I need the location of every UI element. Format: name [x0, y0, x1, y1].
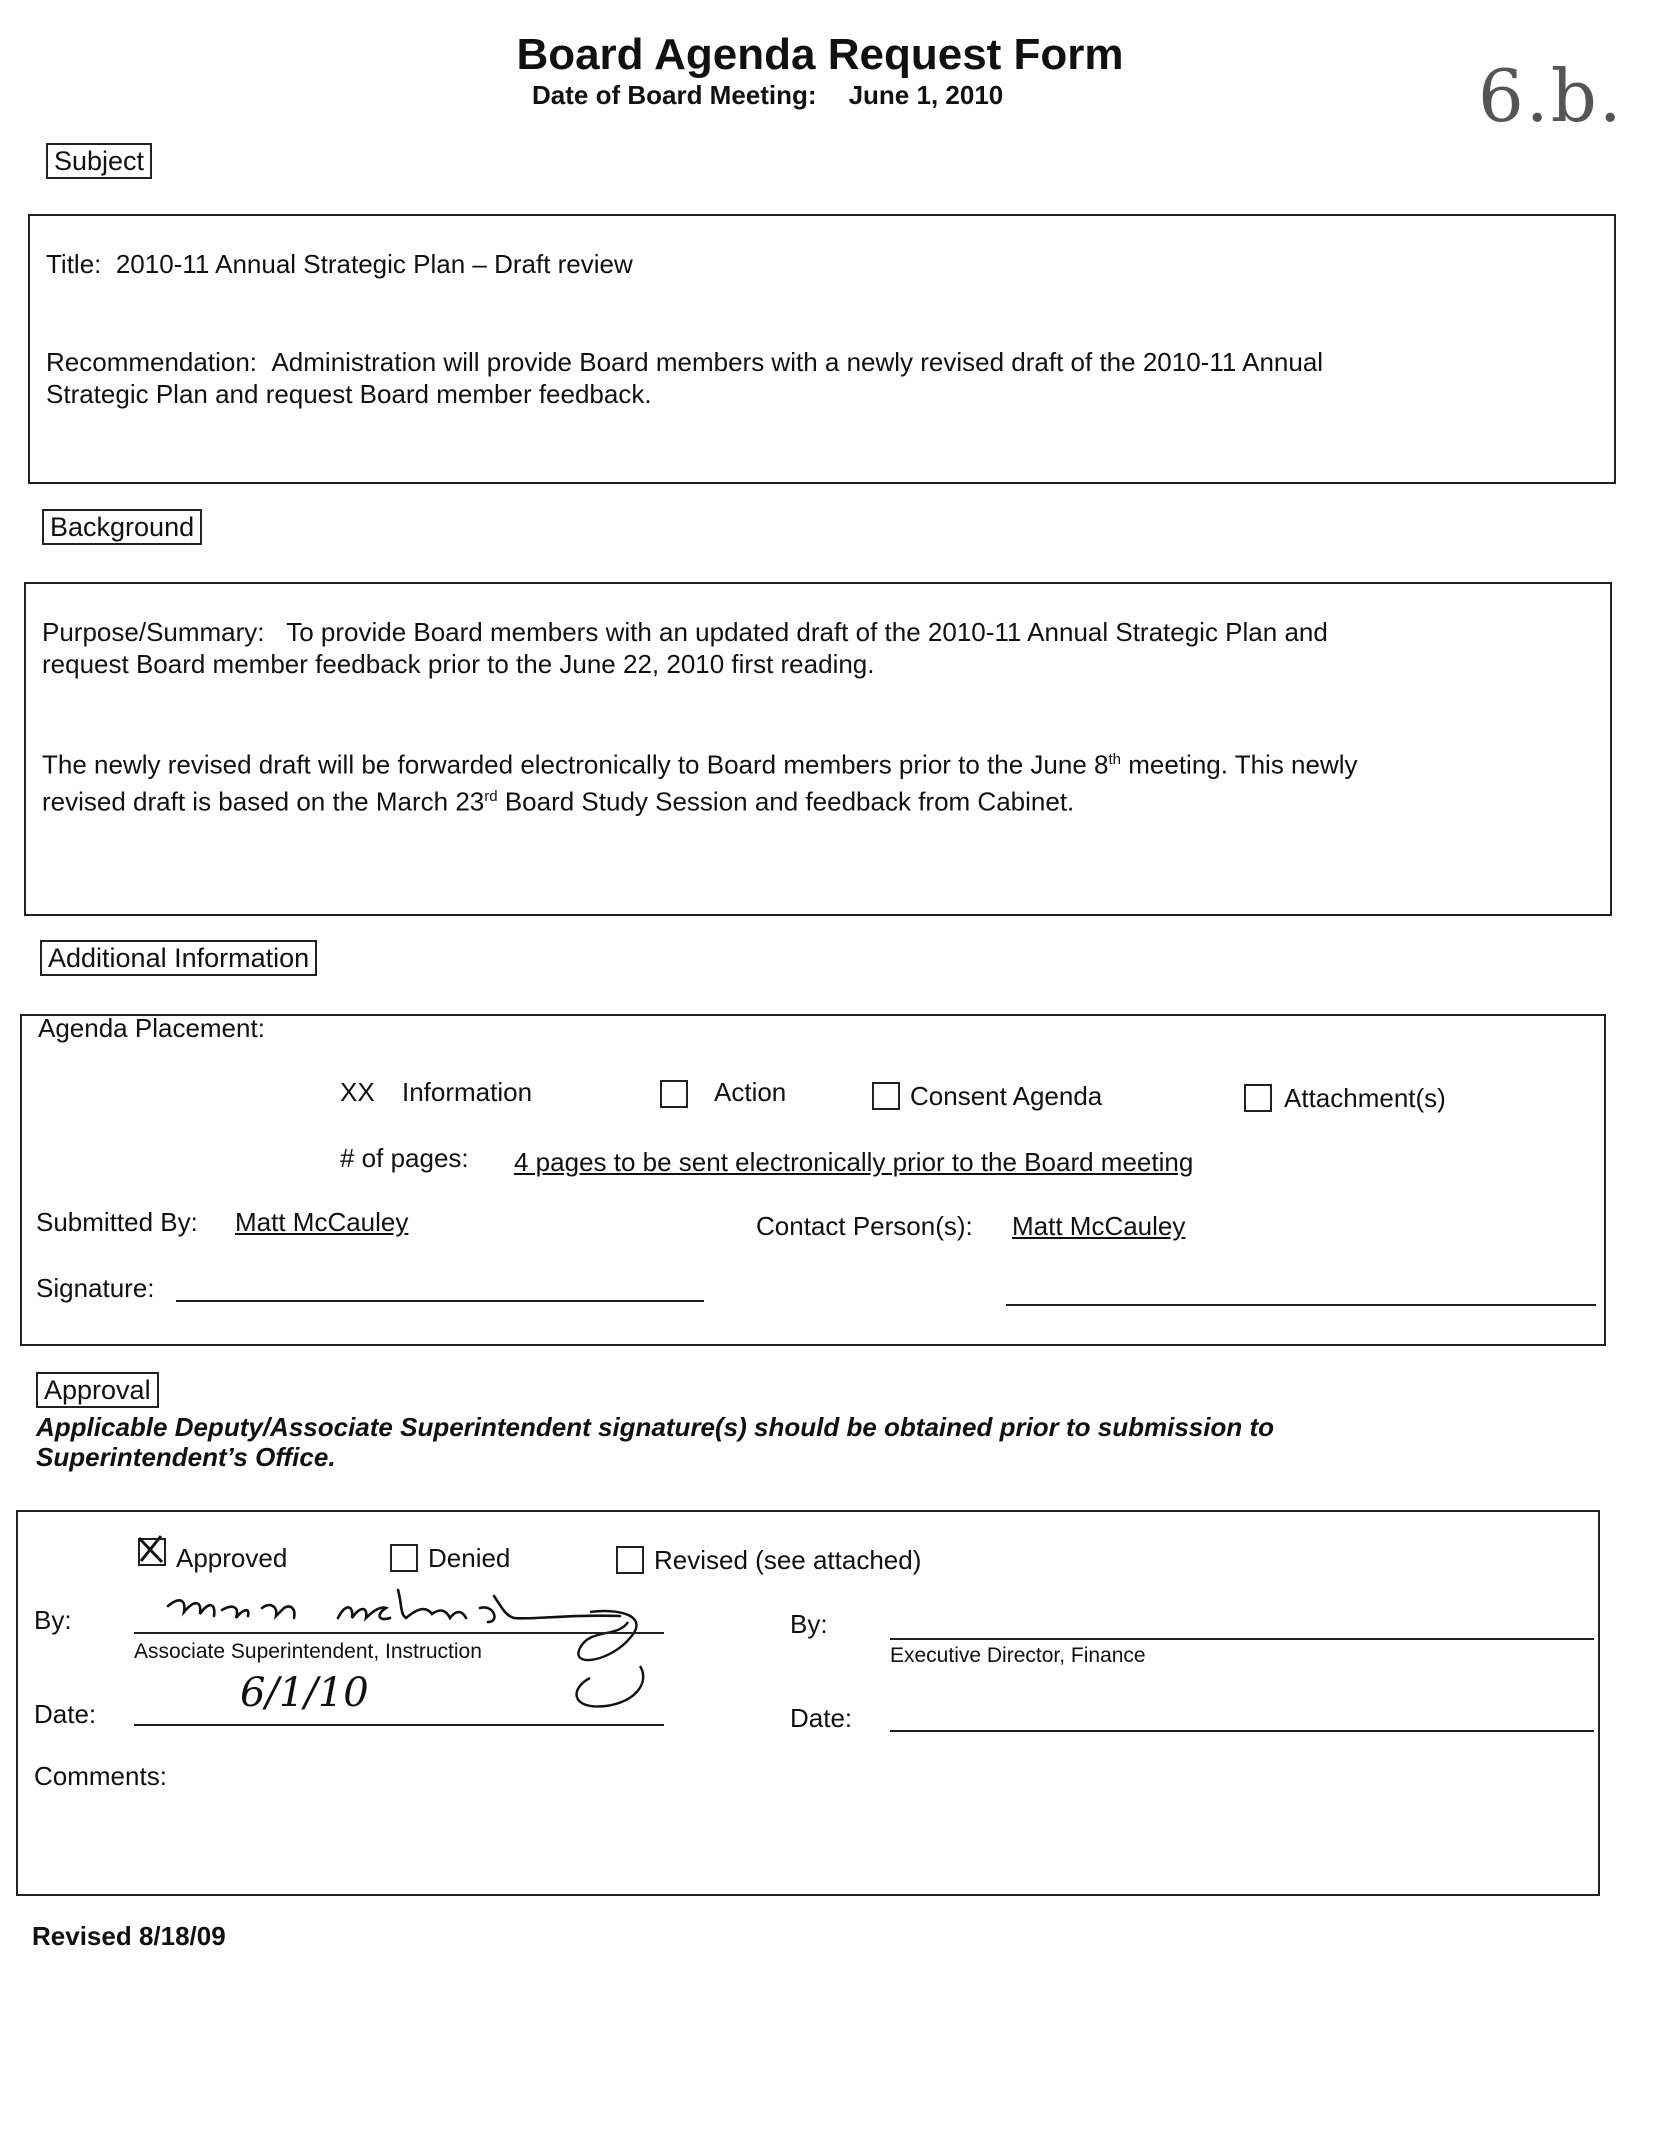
- purpose-label: Purpose/Summary:: [42, 617, 265, 647]
- purpose-text: To provide Board members with an updated draft of the 2010-11 Annual Strategic Plan and: [286, 617, 1328, 647]
- handwritten-item-number: 6.b.: [1478, 54, 1624, 138]
- by-label-left: By:: [34, 1605, 72, 1635]
- recommendation-block: [46, 346, 1596, 410]
- pages-value: 4 pages to be sent electronically prior to the Board meeting: [514, 1147, 1194, 1177]
- meeting-date-line: [532, 80, 1003, 111]
- contact-person-value: Matt McCauley: [1012, 1211, 1186, 1241]
- para2-text-a: The newly revised draft will be forwarded electronically to Board members prior to the June 8: [42, 749, 1109, 780]
- approval-note-line-1: Applicable Deputy/Associate Superintendent signature(s) should be obtained prior to submission to: [36, 1412, 1275, 1442]
- approval-note-line-2: Superintendent’s Office.: [36, 1442, 336, 1472]
- subject-section-label: Subject: [46, 143, 152, 179]
- date-label-right: Date:: [790, 1703, 853, 1733]
- additional-info-box: [20, 1014, 1606, 1346]
- revised-checkbox[interactable]: [616, 1546, 644, 1575]
- signature-line-left[interactable]: [176, 1300, 704, 1302]
- purpose-block: [42, 616, 1602, 680]
- para2-sup-rd: rd: [484, 787, 498, 805]
- option-revised-label: Revised (see attached): [654, 1545, 922, 1575]
- para2-text-c: revised draft is based on the March 23: [42, 786, 485, 817]
- action-checkbox[interactable]: [660, 1080, 688, 1109]
- meeting-date-label: Date of Board Meeting:: [532, 80, 817, 110]
- signature-line-right[interactable]: [1006, 1304, 1596, 1306]
- background-paragraph: [42, 744, 1612, 817]
- signature-label: Signature:: [36, 1273, 155, 1303]
- approved-checkbox[interactable]: [138, 1538, 166, 1567]
- by-line-left[interactable]: [134, 1632, 664, 1634]
- handwritten-date: 6/1/10: [240, 1670, 369, 1716]
- submitted-by-value: Matt McCauley: [235, 1207, 409, 1237]
- date-line-right[interactable]: [890, 1730, 1594, 1732]
- attachments-checkbox[interactable]: [1244, 1084, 1272, 1113]
- denied-checkbox[interactable]: [390, 1544, 418, 1573]
- para2-sup-th: th: [1108, 751, 1122, 768]
- revised-date-footer: Revised 8/18/09: [32, 1921, 226, 1951]
- approval-section-label: Approval: [36, 1372, 159, 1408]
- contact-person-label: Contact Person(s):: [756, 1211, 973, 1241]
- recommendation-label: Recommendation:: [46, 347, 257, 377]
- by-role-left: Associate Superintendent, Instruction: [134, 1640, 482, 1663]
- form-title: Board Agenda Request Form: [516, 30, 1124, 79]
- comments-label: Comments:: [34, 1761, 167, 1791]
- option-information-label: Information: [402, 1077, 533, 1107]
- subject-title-line: [46, 248, 633, 280]
- option-action-label: Action: [714, 1077, 787, 1107]
- check-x-icon: [136, 1534, 166, 1564]
- background-section-label: Background: [42, 509, 202, 545]
- option-attachments-label: Attachment(s): [1284, 1083, 1446, 1113]
- para2-text-d: Board Study Session and feedback from Cabinet.: [497, 786, 1075, 817]
- by-label-right: By:: [790, 1609, 828, 1639]
- date-line-left[interactable]: [134, 1724, 664, 1726]
- title-label: Title:: [46, 249, 102, 279]
- consent-agenda-checkbox[interactable]: [872, 1082, 900, 1111]
- recommendation-text: Administration will provide Board members with a newly revised draft of the 2010-11 Annual: [271, 347, 1324, 377]
- option-denied-label: Denied: [428, 1543, 511, 1573]
- submitted-by-label: Submitted By:: [36, 1207, 198, 1237]
- option-consent-label: Consent Agenda: [910, 1081, 1103, 1111]
- title-value: 2010-11 Annual Strategic Plan – Draft review: [115, 249, 633, 279]
- by-role-right: Executive Director, Finance: [890, 1644, 1146, 1667]
- pages-label: # of pages:: [340, 1143, 469, 1173]
- xx-mark: XX: [340, 1077, 375, 1107]
- meeting-date-value: June 1, 2010: [848, 80, 1004, 110]
- date-label-left: Date:: [34, 1699, 97, 1729]
- para2-text-b: meeting. This newly: [1121, 749, 1358, 780]
- recommendation-text-2: Strategic Plan and request Board member feedback.: [46, 379, 652, 409]
- agenda-placement-label: Agenda Placement:: [38, 1013, 265, 1043]
- approval-note: [36, 1412, 1596, 1472]
- purpose-text-2: request Board member feedback prior to the June 22, 2010 first reading.: [42, 649, 875, 679]
- by-line-right[interactable]: [890, 1638, 1594, 1640]
- additional-info-section-label: Additional Information: [40, 940, 317, 976]
- option-approved-label: Approved: [176, 1543, 288, 1573]
